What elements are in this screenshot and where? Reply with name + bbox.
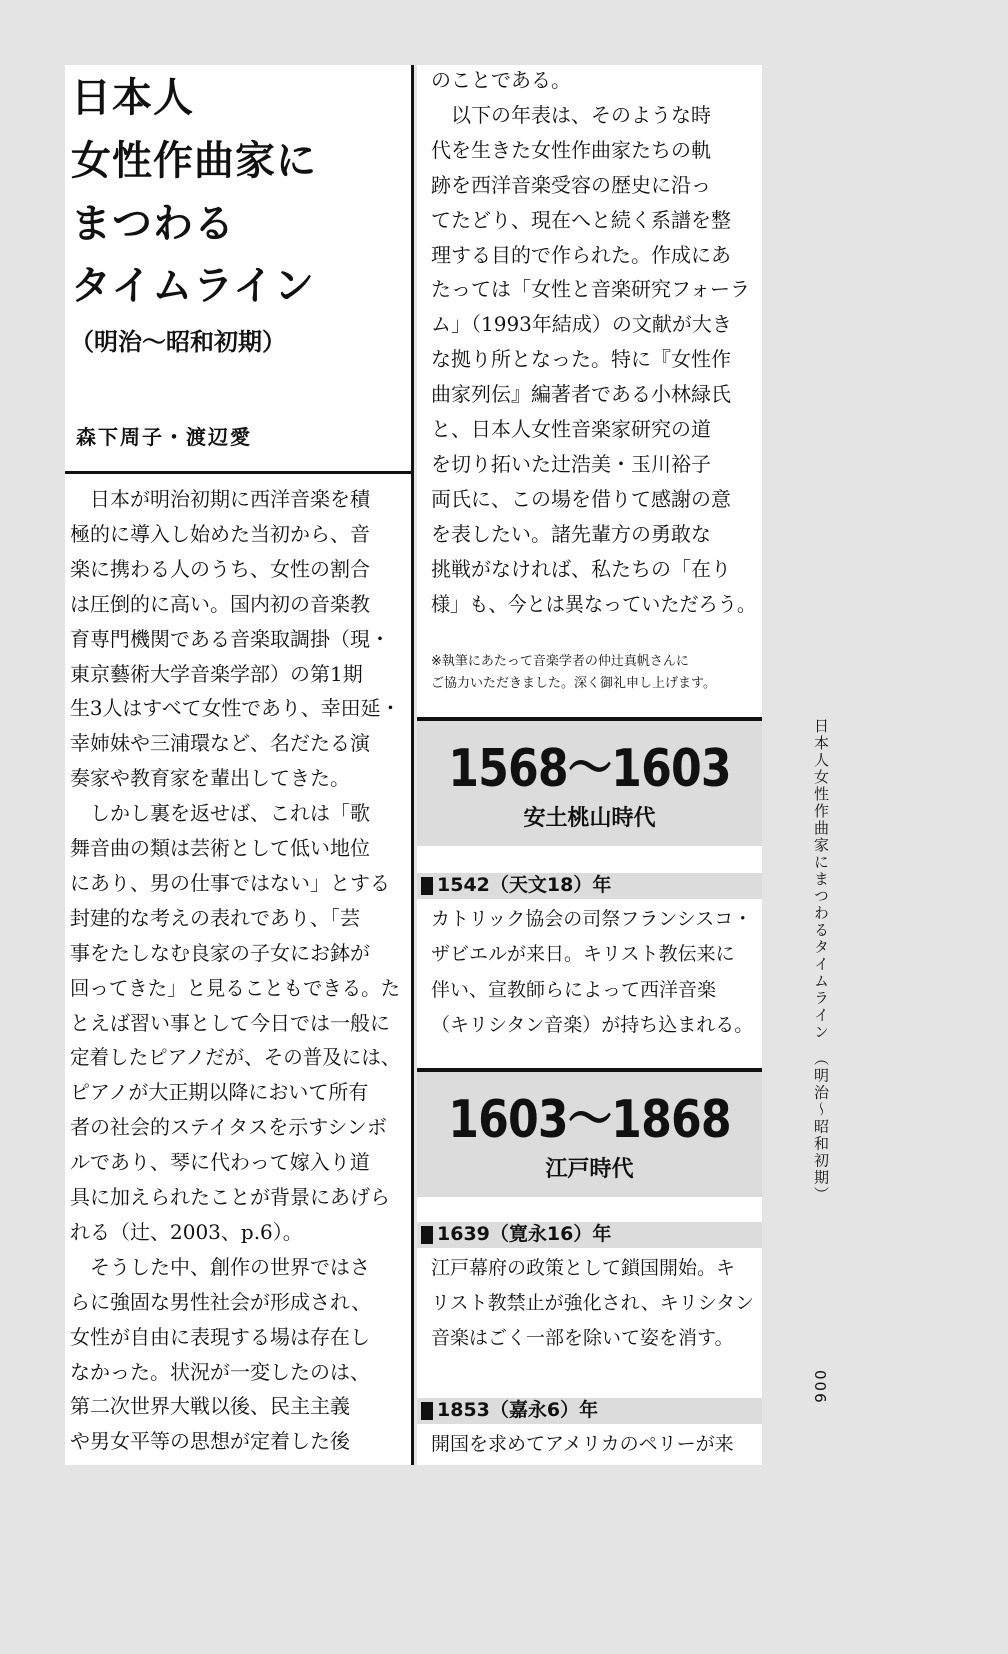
right-text-line: な拠り所となった。特に『女性作 (431, 347, 731, 372)
entry-1542-line-4: （キリシタン音楽）が持ち込まれる。 (431, 1014, 754, 1036)
left-text-line: 封建的な考えの表れであり、「芸 (70, 905, 360, 930)
running-head: 日本人女性作曲家にまつわるタイムライン （明治〜昭和初期） (812, 718, 830, 1204)
left-text-line: 第二次世界大戦以後、民主主義 (70, 1394, 350, 1419)
left-text-line: 事をたしなむ良家の子女にお鉢が (70, 940, 370, 965)
year-heading-text: 1853（嘉永6）年 (437, 1399, 599, 1421)
era-box-azuchi-momoyama (417, 717, 762, 846)
right-text-line: てたどり、現在へと続く系譜を整 (431, 207, 731, 232)
title-line-4: タイムライン (71, 263, 315, 309)
year-heading-1639 (417, 1222, 762, 1248)
left-text-line: そうした中、創作の世界ではさ (70, 1254, 370, 1279)
square-bullet-icon (421, 877, 433, 895)
era-name: 安土桃山時代 (523, 806, 656, 831)
left-text-line: 定着したピアノだが、その普及には、 (70, 1045, 401, 1070)
era-years: 1568〜1603 (448, 739, 731, 799)
entry-1639-line-2: リスト教禁止が強化され、キリシタン (431, 1292, 755, 1314)
right-text-line: たっては「女性と音楽研究フォーラ (431, 277, 750, 302)
entry-1542-line-1: カトリック協会の司祭フランシスコ・ (431, 908, 753, 930)
left-text-line: 幸姉妹や三浦環など、名だたる演 (70, 731, 370, 756)
entry-1542-line-2: ザビエルが来日。キリスト教伝来に (431, 943, 735, 965)
era-box-edo (417, 1068, 762, 1197)
entry-1853-line-1: 開国を求めてアメリカのペリーが来 (431, 1433, 734, 1455)
right-text-line: を切り拓いた辻浩美・玉川裕子 (431, 451, 711, 476)
right-text-line: 挑戦がなければ、私たちの「在り (431, 556, 731, 581)
left-text-line: 女性が自由に表現する場は存在し (70, 1324, 370, 1349)
left-text-line: 者の社会的ステイタスを示すシンボ (70, 1115, 387, 1140)
entry-1639-line-3: 音楽はごく一部を除いて姿を消す。 (431, 1327, 734, 1349)
right-text-line: 跡を西洋音楽受容の歴史に沿っ (431, 172, 711, 197)
left-text-line: にあり、男の仕事ではない」とする (70, 870, 390, 895)
left-text-line: 具に加えられたことが背景にあげら (70, 1185, 390, 1209)
left-text-line: は圧倒的に高い。国内初の音楽教 (70, 591, 370, 616)
left-text-line: 極的に導入し始めた当初から、音 (70, 521, 370, 546)
left-text-line: らに強固な男性社会が形成され、 (70, 1289, 372, 1314)
square-bullet-icon (421, 1402, 433, 1420)
authors: 森下周子・渡辺愛 (76, 425, 252, 449)
left-text-line: 生3人はすべて女性であり、幸田延・ (70, 696, 401, 721)
left-text-line: 回ってきた」と見ることもできる。た (70, 975, 400, 1000)
page-number: 006 (811, 1370, 829, 1405)
right-text-line: 以下の年表は、そのような時 (431, 102, 711, 127)
right-text-line: 様」も、今とは異なっていただろう。 (431, 591, 756, 616)
title-line-3: まつわる (71, 201, 235, 247)
left-text-line: なかった。状況が一変したのは、 (70, 1359, 370, 1384)
left-text-line: 奏家や教育家を輩出してきた。 (70, 766, 350, 791)
era-name: 江戸時代 (545, 1157, 634, 1182)
year-heading-1853 (417, 1398, 762, 1424)
right-text-line: 代を生きた女性作曲家たちの軌 (431, 137, 711, 162)
left-text-line: しかし裏を返せば、これは「歌 (70, 801, 370, 826)
left-text-line: や男女平等の思想が定着した後 (70, 1429, 350, 1454)
entry-1639-line-1: 江戸幕府の政策として鎖国開始。キ (431, 1257, 736, 1279)
square-bullet-icon (421, 1226, 433, 1244)
right-text-line: と、日本人女性音楽家研究の道 (431, 417, 711, 441)
year-heading-1542 (417, 873, 762, 899)
right-text-line: 両氏に、この場を借りて感謝の意 (431, 486, 731, 511)
year-heading-text: 1639（寛永16）年 (437, 1223, 612, 1245)
note-line-1: ※執筆にあたって音楽学者の仲辻真帆さんに (431, 654, 689, 669)
title-line-1: 日本人 (71, 75, 194, 121)
entry-1542-line-3: 伴い、宣教師らによって西洋音楽 (431, 979, 717, 1001)
left-text-line: ルであり、琴に代わって嫁入り道 (70, 1150, 370, 1175)
left-text-line: 楽に携わる人のうち、女性の割合 (70, 556, 370, 581)
title-rule (65, 471, 412, 474)
left-text-line: ピアノが大正期以降において所有 (70, 1080, 369, 1105)
left-text-line: 育専門機関である音楽取調掛（現・ (70, 626, 390, 651)
right-text-line: 理する目的で作られた。作成にあ (431, 242, 731, 267)
right-text-line: のことである。 (431, 68, 571, 92)
era-years: 1603〜1868 (448, 1090, 731, 1150)
right-text-line: 曲家列伝』編著者である小林緑氏 (431, 382, 731, 407)
subtitle: （明治〜昭和初期） (70, 328, 286, 356)
year-heading-text: 1542（天文18）年 (437, 874, 612, 896)
left-text-line: 東京藝術大学音楽学部）の第1期 (70, 661, 363, 686)
column-divider (411, 65, 414, 1465)
left-text-line: れる（辻、2003、p.6）。 (70, 1219, 303, 1244)
title-line-2: 女性作曲家に (71, 138, 317, 184)
right-text-line: を表したい。諸先輩方の勇敢な (431, 521, 711, 546)
right-text-line: ム」（1993年結成）の文献が大き (431, 312, 732, 337)
left-text-line: とえば習い事として今日では一般に (70, 1010, 390, 1035)
left-text-line: 舞音曲の類は芸術として低い地位 (70, 836, 370, 860)
note-line-2: ご協力いただきました。深く御礼申し上げます。 (431, 676, 716, 691)
left-text-line: 日本が明治初期に西洋音楽を積 (70, 487, 370, 511)
